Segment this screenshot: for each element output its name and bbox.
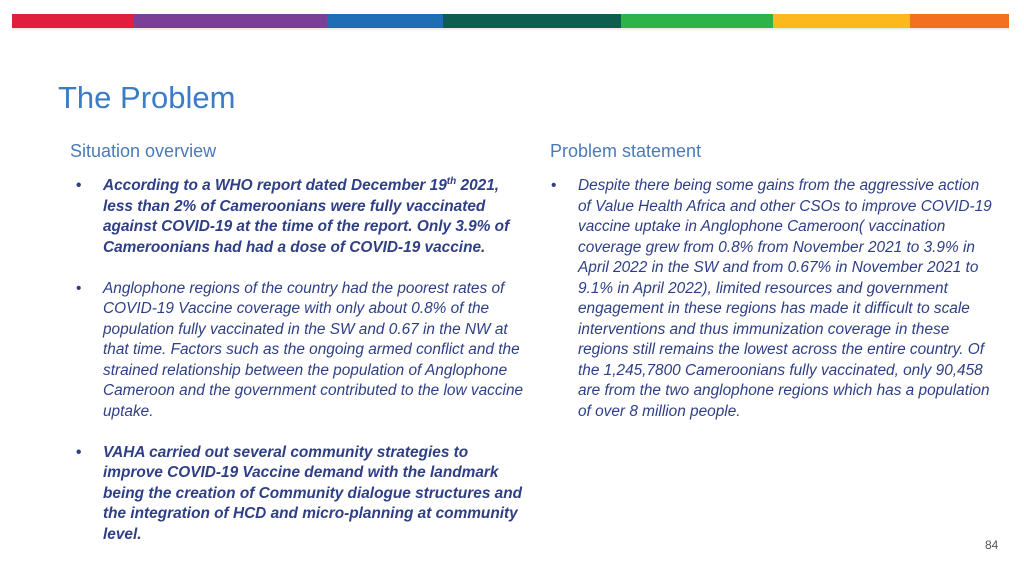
bullet-icon: •	[76, 279, 82, 297]
situation-overview-heading: Situation overview	[70, 141, 217, 161]
list-item	[551, 176, 996, 422]
bullet-text-end: 2021, less than 2% of Cameroonians were fully vaccinated against COVID-19 at the time of the report. Only 3.9% of Cameroonians had had a dose of COVID-19 vaccine.	[103, 177, 510, 256]
bullet-text: VAHA carried out several community strategies to improve COVID-19 Vaccine demand with the landmark being the creation of Community dialogue structures and the integration of HCD and micro-planning at community level.	[103, 443, 523, 543]
bullet-icon: •	[551, 177, 557, 194]
color-bar-segment-yellow	[773, 14, 910, 28]
color-bar-segment-purple	[134, 14, 327, 28]
bullet-text: Despite there being some gains from the aggressive action of Value Health Africa and other CSOs to improve COVID-19 vaccine uptake in Anglophone Cameroon( vaccination coverage grew from 0.8% from November 2021 to 3.9% in April 2022 in the SW and from 0.67% in November 2021 to 9.1% in April 2022), limited resources and government engagement in these regions has made it difficult to scale interventions and thus immunization coverage in these regions still remains the lowest across the entire country. Of the 1,245,7800 Cameroonians fully vaccinated, only 90,458 are from the two anglophone regions which has a population of over 8 million people.	[578, 177, 992, 420]
header-color-bar	[12, 14, 1009, 28]
page-number: 84	[985, 538, 999, 552]
slide-title: The Problem	[58, 80, 236, 115]
color-bar-segment-red	[12, 14, 134, 28]
color-bar-segment-dark-green	[443, 14, 621, 28]
bullet-text: Anglophone regions of the country had the poorest rates of COVID-19 Vaccine coverage with only about 0.8% of the population fully vaccinated in the SW and 0.67 in the NW at that time. Factors such as the ongoing armed conflict and the strained relationship between the population of Anglophone Cameroon and the government contributed to the low vaccine uptake.	[103, 279, 524, 420]
bullet-text-start: According to a WHO report dated December 19	[103, 177, 447, 194]
problem-statement-heading: Problem statement	[550, 141, 702, 161]
color-bar-shadow	[12, 28, 1009, 31]
color-bar-segment-green	[621, 14, 773, 28]
list-item	[76, 176, 526, 258]
bullet-text-superscript: th	[446, 175, 457, 187]
bullet-icon: •	[76, 177, 82, 194]
list-item	[76, 279, 526, 423]
list-item	[76, 443, 526, 546]
situation-overview-list	[76, 176, 526, 566]
problem-statement-list	[551, 176, 996, 443]
color-bar-segment-orange	[910, 14, 1009, 28]
color-bar-segment-blue	[327, 14, 443, 28]
bullet-icon: •	[76, 443, 82, 461]
